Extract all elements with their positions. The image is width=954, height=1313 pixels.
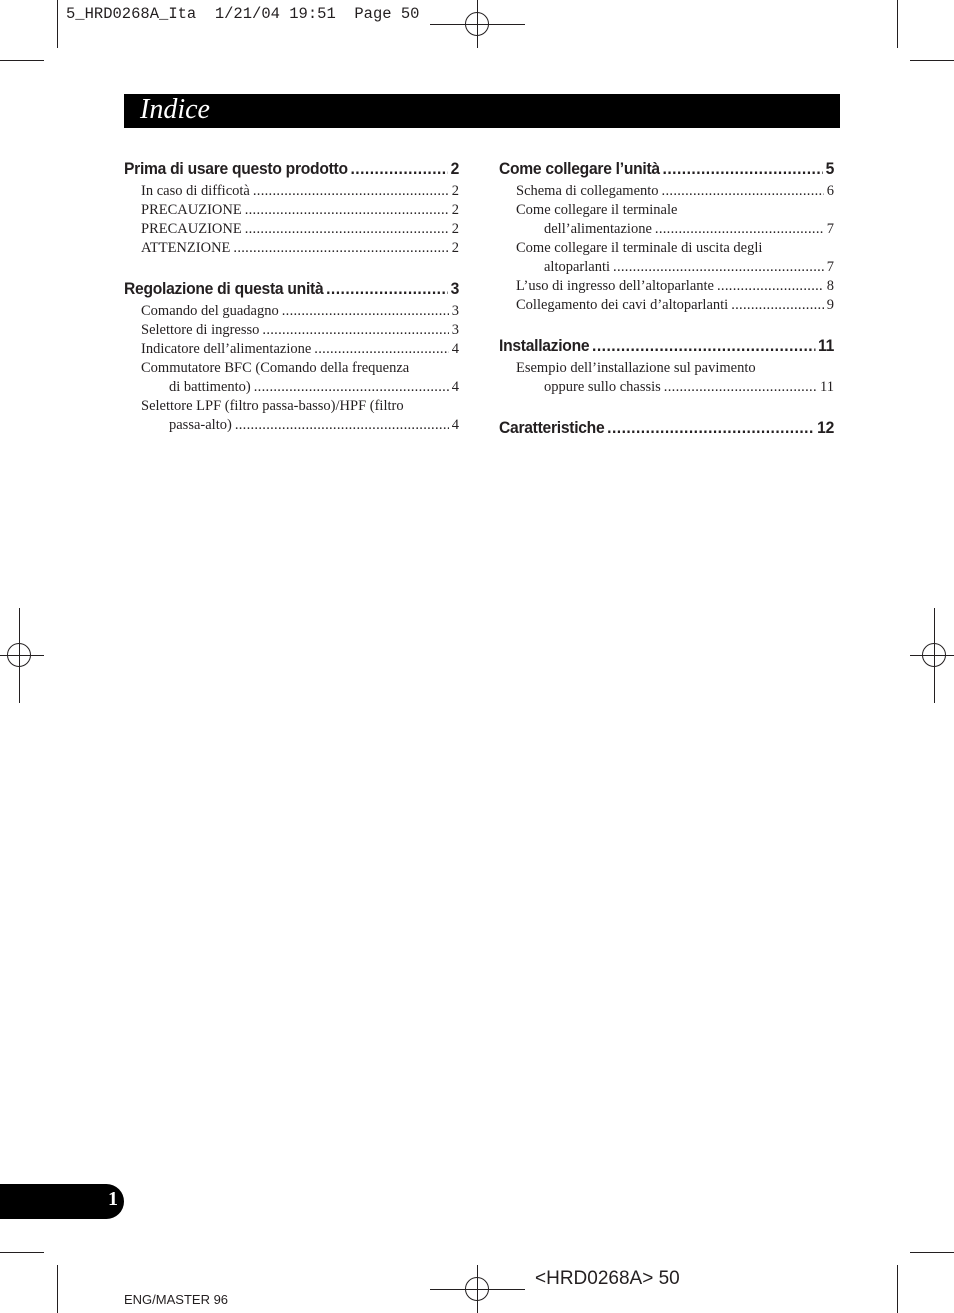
toc-leader bbox=[663, 158, 823, 180]
toc-entries bbox=[124, 302, 459, 435]
toc-entry-line bbox=[141, 378, 459, 397]
toc-section-heading[interactable] bbox=[499, 158, 834, 180]
toc-entry[interactable] bbox=[141, 340, 459, 359]
toc-entry-page: 7 bbox=[826, 259, 834, 275]
toc-entry[interactable] bbox=[141, 321, 459, 340]
toc-leader bbox=[245, 220, 449, 239]
toc-entry-page: 4 bbox=[451, 379, 459, 395]
toc-entry-line bbox=[141, 397, 459, 416]
toc-entry-text: Selettore LPF (filtro passa-basso)/HPF (filtro bbox=[141, 398, 404, 414]
toc-leader bbox=[717, 277, 824, 296]
toc-heading-text: Prima di usare questo prodotto bbox=[124, 159, 348, 178]
toc-entry[interactable] bbox=[141, 359, 459, 397]
page-title: Indice bbox=[140, 94, 210, 125]
toc-entry-text: ATTENZIONE bbox=[141, 240, 231, 256]
toc-entry-text: di battimento) bbox=[169, 379, 251, 395]
toc-entry-text: dell’alimentazione bbox=[544, 221, 652, 237]
toc-heading-text: Come collegare l’unità bbox=[499, 159, 660, 178]
toc-entry-text: Commutatore BFC (Comando della frequenza bbox=[141, 360, 410, 376]
toc-entry[interactable] bbox=[141, 201, 459, 220]
toc-entries bbox=[499, 182, 834, 315]
toc-entry-line bbox=[516, 296, 834, 315]
toc-entry-text: Collegamento dei cavi d’altoparlanti bbox=[516, 297, 729, 313]
toc-entry-page: 7 bbox=[826, 221, 834, 237]
toc-leader bbox=[655, 220, 824, 239]
toc-entry-page: 4 bbox=[451, 341, 459, 357]
toc-entry-line bbox=[141, 201, 459, 220]
toc-entry[interactable] bbox=[516, 239, 834, 277]
toc-entry-line bbox=[516, 239, 834, 258]
toc-entry-page: 11 bbox=[820, 379, 834, 395]
toc-entry-line bbox=[141, 220, 459, 239]
toc-entry-page: 3 bbox=[451, 322, 459, 338]
toc-leader bbox=[262, 321, 448, 340]
toc-entry-page: 8 bbox=[826, 278, 834, 294]
page-tab bbox=[0, 1184, 124, 1219]
toc-entry-text: PRECAUZIONE bbox=[141, 221, 242, 237]
toc-leader bbox=[254, 378, 449, 397]
toc-section-heading[interactable] bbox=[124, 158, 459, 180]
footer-doc-code: <HRD0268A> 50 bbox=[535, 1268, 680, 1289]
toc-entry-page: 2 bbox=[451, 183, 459, 199]
toc-entry[interactable] bbox=[516, 182, 834, 201]
toc-section bbox=[124, 278, 459, 435]
toc-entry-page: 3 bbox=[451, 303, 459, 319]
printer-slug: 5_HRD0268A_Ita 1/21/04 19:51 Page 50 bbox=[66, 5, 420, 23]
toc-entry-text: Selettore di ingresso bbox=[141, 322, 260, 338]
toc-leader bbox=[351, 158, 448, 180]
toc-leader bbox=[326, 278, 448, 300]
toc-entry-text: Comando del guadagno bbox=[141, 303, 279, 319]
toc-entry[interactable] bbox=[141, 302, 459, 321]
toc-entry-page: 2 bbox=[451, 202, 459, 218]
toc-leader bbox=[731, 296, 824, 315]
toc-leader bbox=[314, 340, 448, 359]
toc-leader bbox=[613, 258, 824, 277]
toc-leader bbox=[282, 302, 449, 321]
toc-entry[interactable] bbox=[141, 239, 459, 258]
toc-leader bbox=[253, 182, 449, 201]
toc-entry-line bbox=[516, 378, 834, 397]
toc-entry-line bbox=[141, 359, 459, 378]
toc-entry-line bbox=[516, 201, 834, 220]
toc-entry[interactable] bbox=[141, 397, 459, 435]
toc-entry-text: passa-alto) bbox=[169, 417, 232, 433]
toc-entry-line bbox=[141, 321, 459, 340]
toc-leader bbox=[245, 201, 449, 220]
toc-entry-line bbox=[516, 359, 834, 378]
toc-heading-text: Caratteristiche bbox=[499, 418, 605, 437]
toc-heading-page: 12 bbox=[817, 418, 835, 437]
toc-entry-line bbox=[141, 302, 459, 321]
toc-heading-text: Regolazione di questa unità bbox=[124, 279, 324, 298]
toc-left-column bbox=[124, 158, 459, 455]
toc-heading-page: 11 bbox=[818, 336, 835, 355]
toc-entry-page: 4 bbox=[451, 417, 459, 433]
toc-section bbox=[499, 335, 834, 397]
toc-entries bbox=[124, 182, 459, 258]
toc-heading-page: 3 bbox=[450, 279, 460, 298]
toc-entry-line bbox=[141, 239, 459, 258]
toc-entry-text: Indicatore dell’alimentazione bbox=[141, 341, 312, 357]
toc-section-heading[interactable] bbox=[499, 417, 834, 439]
page-tab-number: 1 bbox=[108, 1188, 118, 1210]
toc-section bbox=[499, 158, 834, 315]
toc-entry-page: 2 bbox=[451, 221, 459, 237]
toc-entry-text: Come collegare il terminale bbox=[516, 202, 678, 218]
toc-leader bbox=[607, 417, 814, 439]
toc-entry-text: In caso di difficotà bbox=[141, 183, 250, 199]
toc-entry-line bbox=[516, 258, 834, 277]
toc-entry-text: Esempio dell’installazione sul pavimento bbox=[516, 360, 756, 376]
toc-leader bbox=[664, 378, 817, 397]
toc-entry[interactable] bbox=[141, 182, 459, 201]
toc-entry-page: 2 bbox=[451, 240, 459, 256]
toc-leader bbox=[662, 182, 824, 201]
title-bar bbox=[124, 94, 840, 128]
toc-entry-page: 9 bbox=[826, 297, 834, 313]
toc-entry-text: altoparlanti bbox=[544, 259, 611, 275]
toc-entry-line bbox=[141, 182, 459, 201]
toc-entry-line bbox=[141, 340, 459, 359]
toc-leader bbox=[592, 335, 815, 357]
toc-entry-text: oppure sullo chassis bbox=[544, 379, 661, 395]
toc-entry-line bbox=[516, 220, 834, 239]
toc-entry-line bbox=[516, 277, 834, 296]
toc-entry[interactable] bbox=[516, 359, 834, 397]
toc-entry-text: PRECAUZIONE bbox=[141, 202, 242, 218]
toc-heading-text: Installazione bbox=[499, 336, 590, 355]
toc-leader bbox=[235, 416, 449, 435]
toc-entry-line bbox=[516, 182, 834, 201]
toc-entry[interactable] bbox=[141, 220, 459, 239]
toc-section-heading[interactable] bbox=[499, 335, 834, 357]
toc-entry-text: Schema di collegamento bbox=[516, 183, 659, 199]
toc-section-heading[interactable] bbox=[124, 278, 459, 300]
toc-entry-page: 6 bbox=[826, 183, 834, 199]
toc-heading-page: 5 bbox=[825, 159, 835, 178]
toc-entries bbox=[499, 359, 834, 397]
toc-entry-text: L’uso di ingresso dell’altoparlante bbox=[516, 278, 714, 294]
toc-entry-text: Come collegare il terminale di uscita degli bbox=[516, 240, 763, 256]
toc-section bbox=[124, 158, 459, 258]
toc-leader bbox=[233, 239, 448, 258]
toc-entry[interactable] bbox=[516, 201, 834, 239]
toc-entry-line bbox=[141, 416, 459, 435]
toc-entry[interactable] bbox=[516, 277, 834, 296]
toc-heading-page: 2 bbox=[450, 159, 460, 178]
footer-master: ENG/MASTER 96 bbox=[124, 1292, 229, 1307]
toc-entry[interactable] bbox=[516, 296, 834, 315]
toc-section bbox=[499, 417, 834, 439]
toc-right-column bbox=[499, 158, 834, 459]
